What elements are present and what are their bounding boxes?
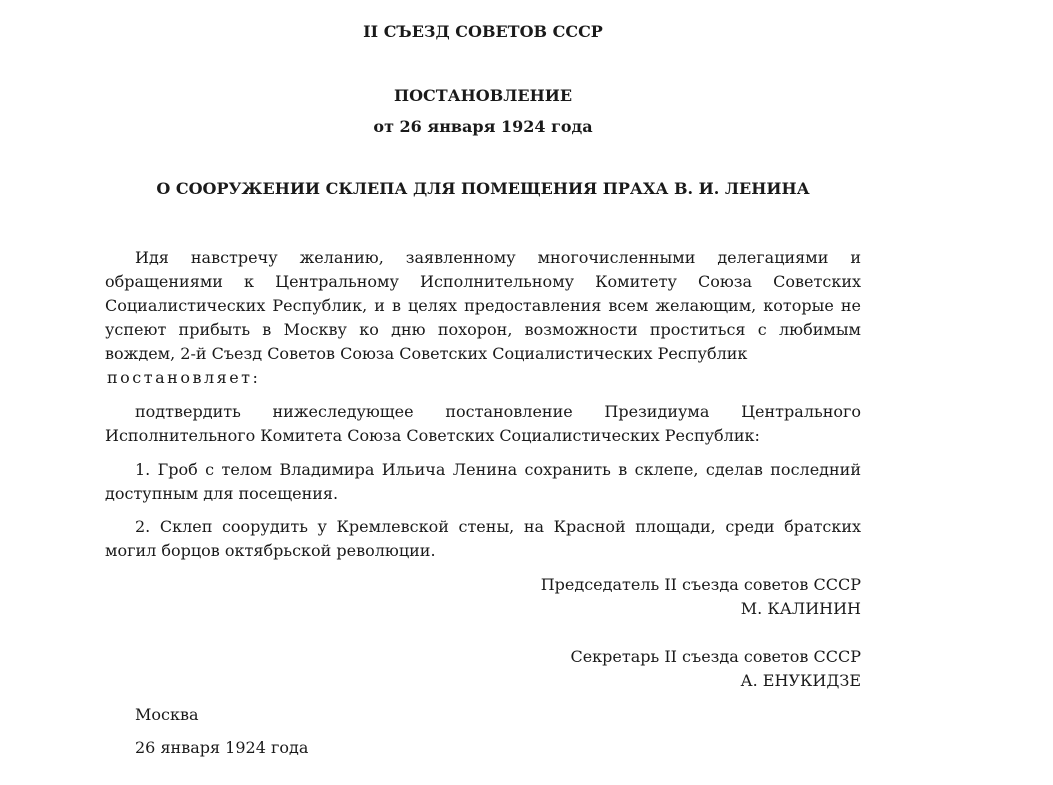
resolves-word: постановляет — [107, 368, 253, 387]
chairman-title: Председатель II съезда советов СССР — [540, 575, 861, 594]
congress-heading: II СЪЕЗД СОВЕТОВ СССР — [363, 22, 603, 41]
confirm-text: подтвердить нижеследующее постановление Президиума Центрального Исполнительного Комитета Союза Советских Социалистических Республик: — [105, 402, 861, 445]
resolves-colon: : — [252, 368, 258, 387]
paragraph-confirm — [105, 400, 861, 448]
signing-date: 26 января 1924 года — [135, 738, 309, 757]
preamble-text: Идя навстречу желанию, заявленному многочисленными делегациями и обращениями к Центральному Исполнительному Комитету Союза Советских Социалистических Республик, и в целях предоставления всем желающим, которые не успеют прибыть в Москву ко дню похорон, возможности проститься с любимым вождем, 2-й Съезд Советов Союза Советских Социалистических Республик — [105, 248, 861, 363]
decree-heading: ПОСТАНОВЛЕНИЕ — [393, 86, 573, 105]
chairman-name: М. КАЛИНИН — [740, 599, 861, 618]
decree-date: от 26 января 1924 года — [373, 117, 593, 136]
paragraph-preamble — [105, 246, 861, 390]
chairman-signature — [105, 573, 861, 621]
secretary-name: А. ЕНУКИДЗЕ — [740, 671, 861, 690]
item-2 — [105, 515, 861, 563]
item-1-text: 1. Гроб с телом Владимира Ильича Ленина сохранить в склепе, сделав последний доступным для посещения. — [105, 460, 861, 503]
secretary-signature — [105, 645, 861, 693]
decree-title: О СООРУЖЕНИИ СКЛЕПА ДЛЯ ПОМЕЩЕНИЯ ПРАХА В. И. ЛЕНИНА — [156, 179, 810, 198]
item-2-text: 2. Склеп соорудить у Кремлевской стены, на Красной площади, среди братских могил борцов октябрьской революции. — [105, 517, 861, 560]
place-of-signing: Москва — [135, 705, 199, 724]
secretary-title: Секретарь II съезда советов СССР — [570, 647, 861, 666]
item-1 — [105, 458, 861, 506]
